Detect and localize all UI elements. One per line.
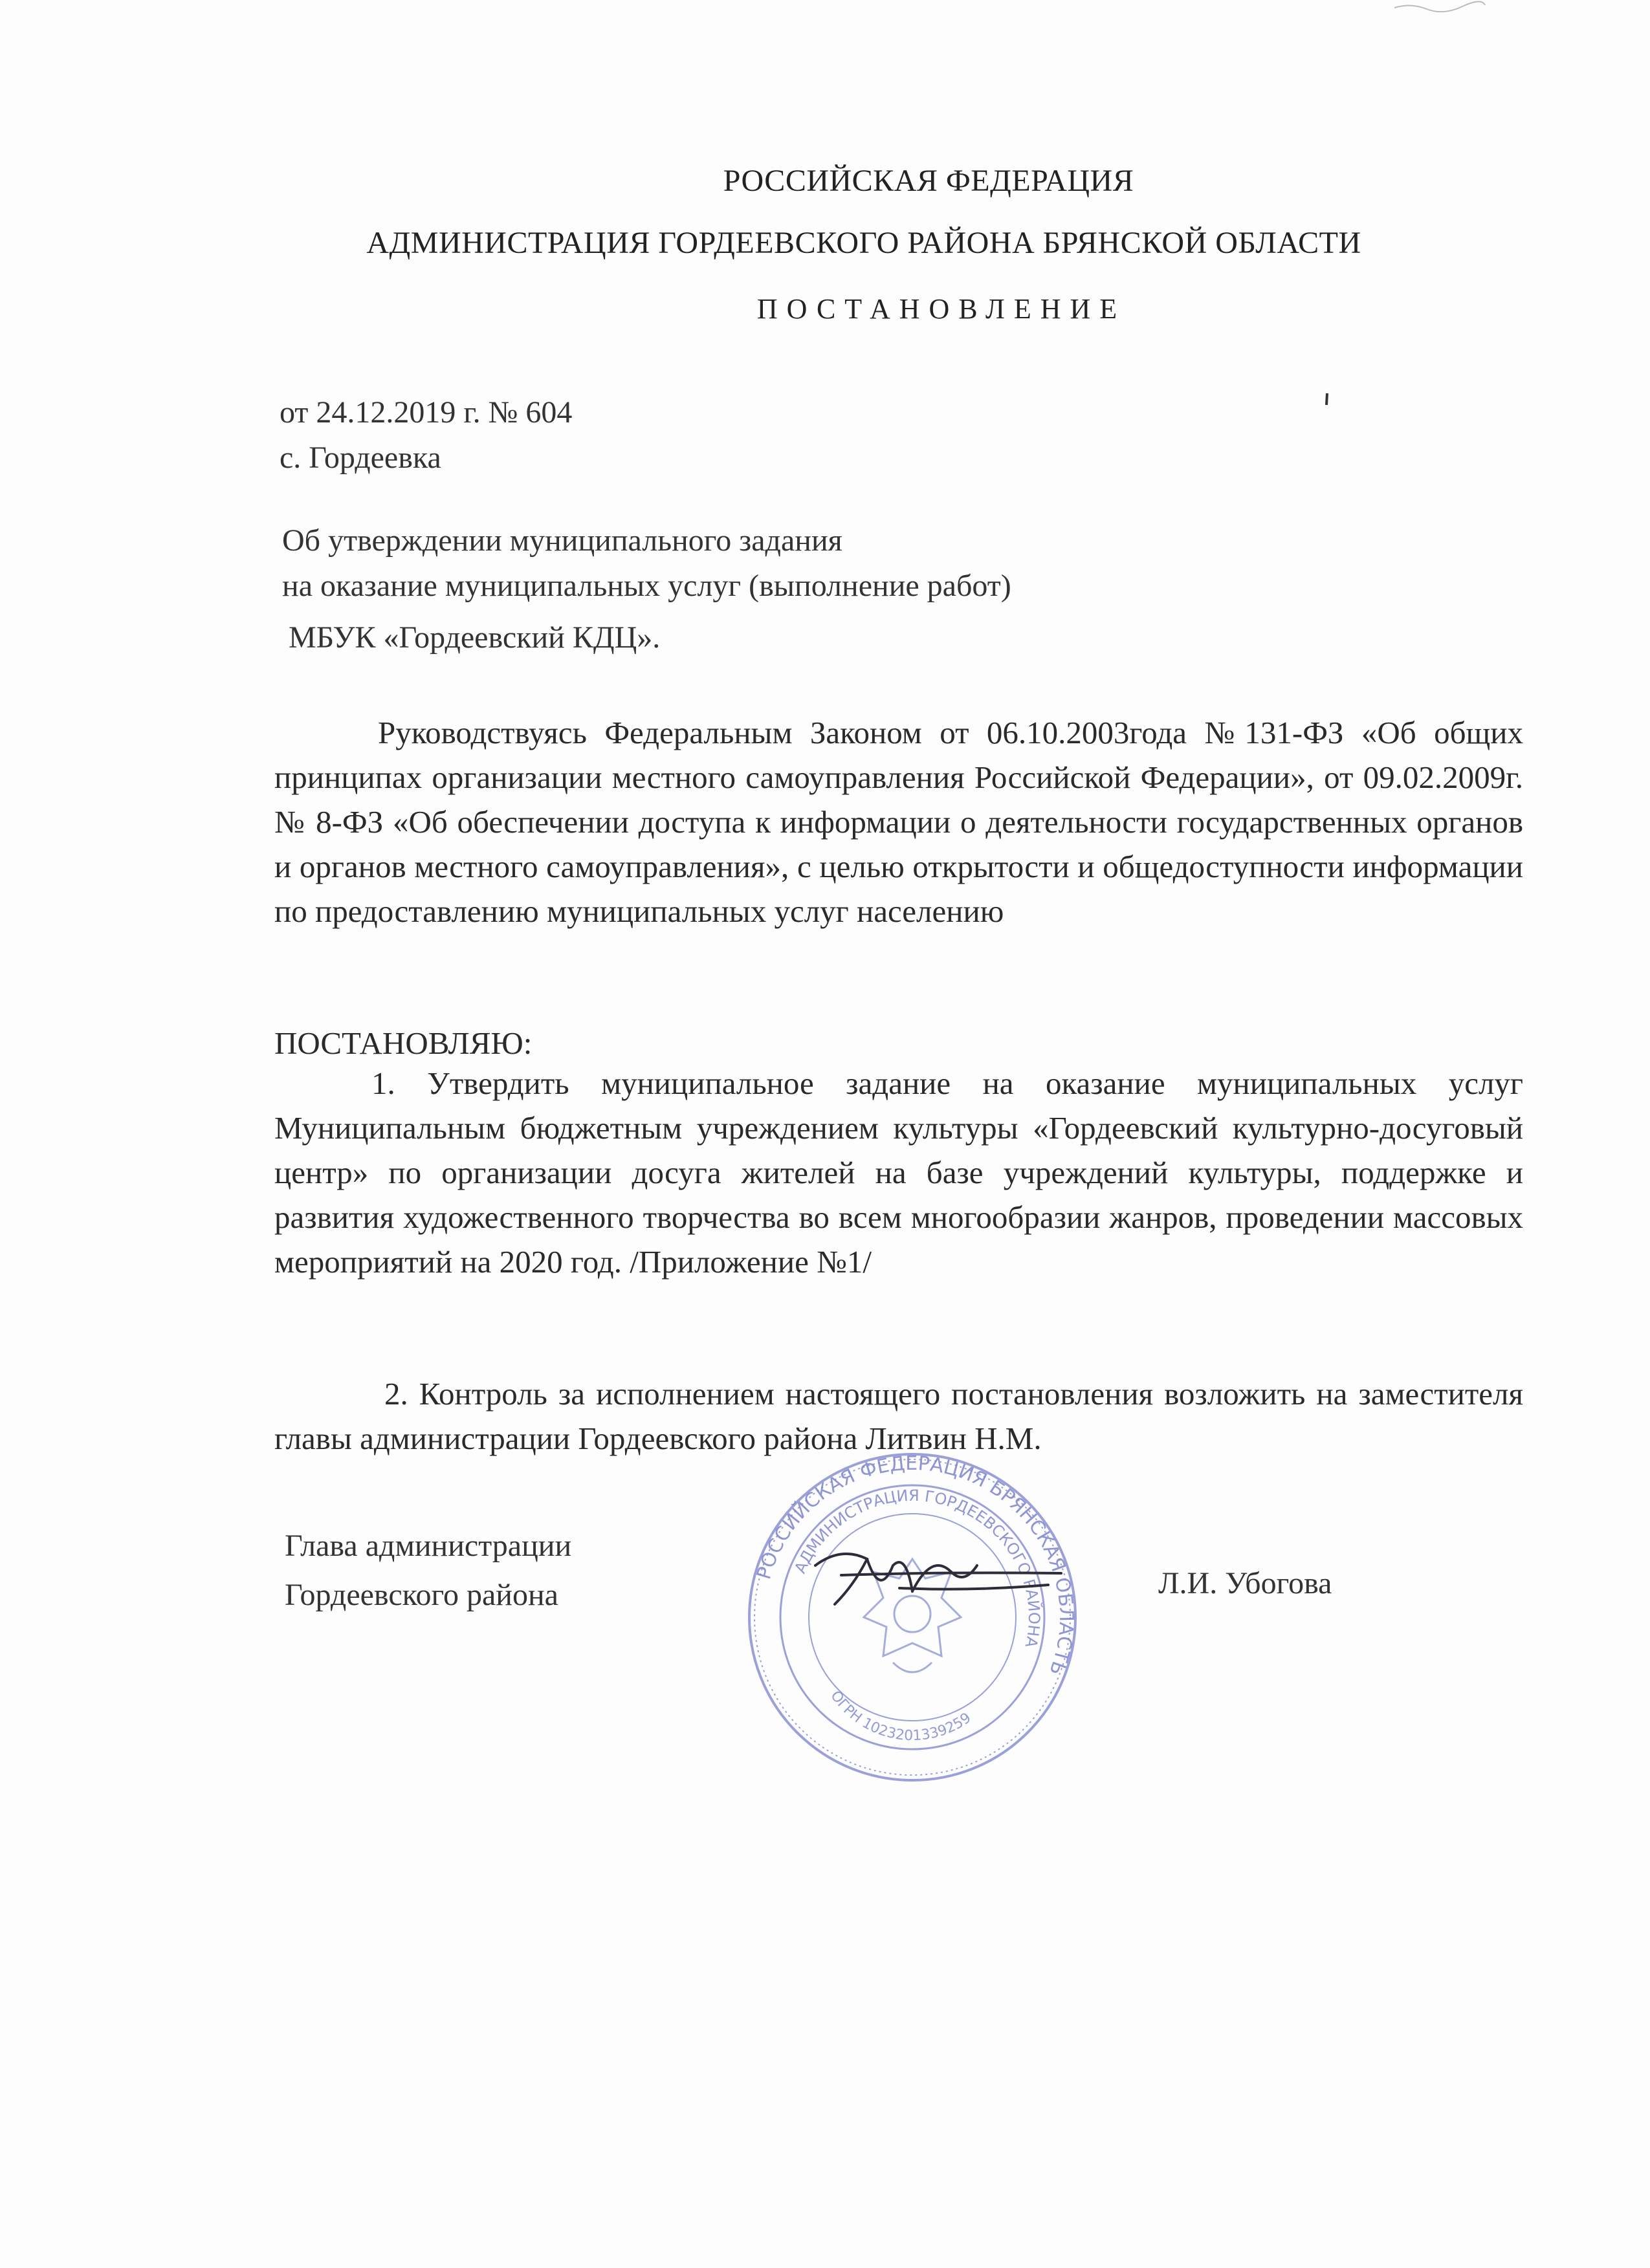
signer-name: Л.И. Убогова: [1158, 1566, 1332, 1600]
place: с. Гордеевка: [280, 441, 441, 475]
header-doc-type: ПОСТАНОВЛЕНИЕ: [756, 293, 1127, 325]
seal-ogrn-text: ОГРН 1023201339259: [827, 1688, 974, 1745]
handwritten-signature: [802, 1527, 1074, 1624]
signer-title-line-1: Глава администрации: [285, 1529, 572, 1563]
subject-line-1: Об утверждении муниципального задания: [282, 523, 842, 558]
svg-text:ОГРН 1023201339259: [827, 1688, 974, 1744]
decree-word: ПОСТАНОВЛЯЮ:: [274, 1025, 533, 1061]
decree-item-2: 2. Контроль за исполнением настоящего постановления возложить на заместителя главы администрации Гордеевского района Литвин Н.М.: [274, 1376, 1523, 1456]
date-and-number: от 24.12.2019 г. № 604: [280, 395, 573, 430]
header-country: РОССИЙСКАЯ ФЕДЕРАЦИЯ: [723, 164, 1134, 198]
seal-outer-text: РОССИЙСКАЯ ФЕДЕРАЦИЯ БРЯНСКАЯ ОБЛАСТЬ: [753, 1452, 1078, 1679]
decree-item-1: 1. Утвердить муниципальное задание на оказание муниципальных услуг Муниципальным бюджетным учреждением культуры «Гордеевский культурно-досуговый центр» по организации досуга жителей на базе учреждений культуры, поддержке и развития художественного творчества во всем многообразии жанров, проведении массовых мероприятий на 2020 год. /Приложение №1/: [274, 1065, 1523, 1280]
seal-inner-text: АДМИНИСТРАЦИЯ ГОРДЕЕВСКОГО РАЙОНА: [791, 1486, 1044, 1650]
header-administration: АДМИНИСТРАЦИЯ ГОРДЕЕВСКОГО РАЙОНА БРЯНСКОЙ ОБЛАСТИ: [366, 226, 1361, 260]
corner-scribble-mark: [1391, 0, 1488, 16]
subject-line-2: на оказание муниципальных услуг (выполнение работ): [282, 569, 1011, 603]
preamble-paragraph: Руководствуясь Федеральным Законом от 06.10.2003года №131-ФЗ «Об общих принципах организации местного самоуправления Российской Федерации», от 09.02.2009г. № 8-ФЗ «Об обеспечении доступа к информации о деятельности государственных органов и органов местного самоуправления», с целью открытости и общедоступности информации по предоставлению муниципальных услуг населению: [274, 715, 1523, 929]
subject-line-3: МБУК «Гордеевский КДЦ».: [289, 620, 661, 655]
tick-mark: [1324, 392, 1330, 408]
signer-title-line-2: Гордеевского района: [285, 1578, 558, 1612]
